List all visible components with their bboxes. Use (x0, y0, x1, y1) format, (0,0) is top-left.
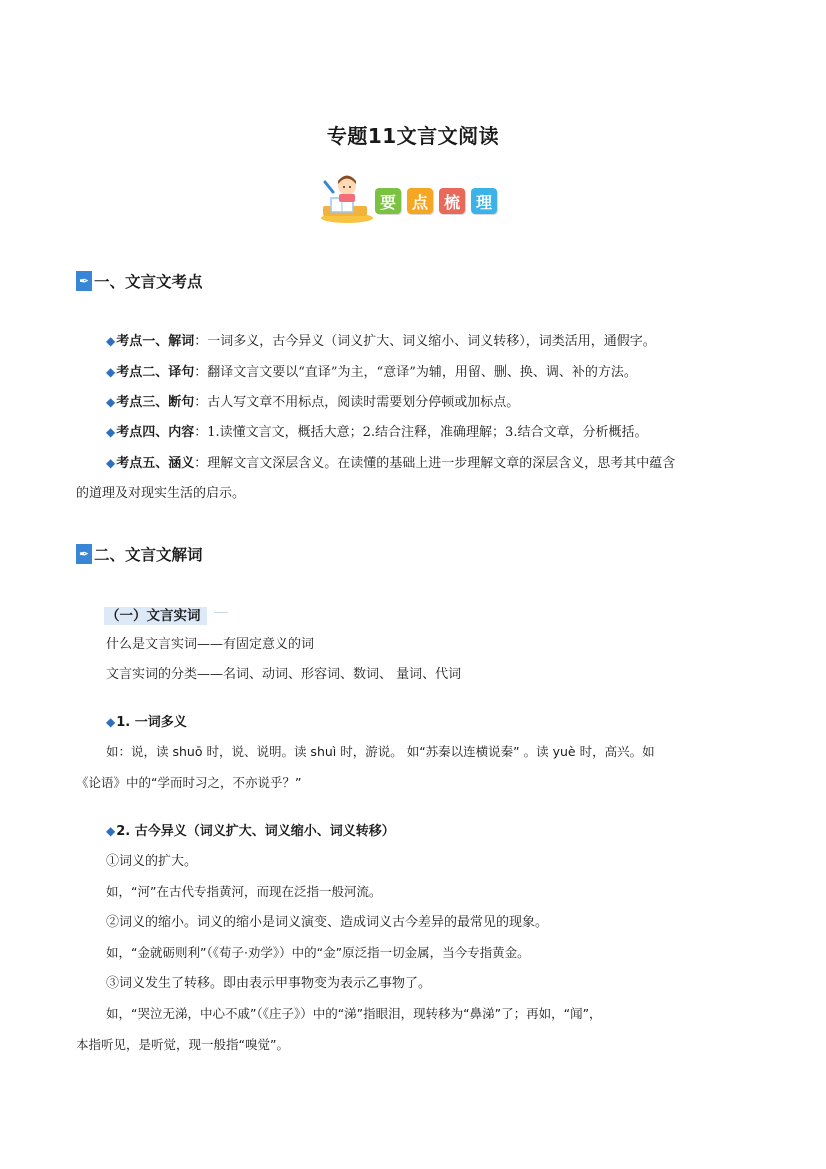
exam-point-1 (106, 331, 656, 352)
section-1-heading (76, 270, 203, 292)
exam-point-5-continued: 的道理及对现实生活的启示。 (76, 486, 246, 501)
exam-point-text: ：古人写文章不用标点，阅读时需要划分停顿或加标点。 (194, 395, 520, 410)
diamond-bullet-icon: ◆ (106, 715, 116, 729)
diamond-bullet-icon: ◆ (106, 365, 116, 379)
student-reading-icon (317, 172, 373, 224)
expansion-example: 如，“河”在古代专指黄河，而现在泛指一般河流。 (106, 884, 382, 899)
exam-point-label: 考点一、解词 (116, 334, 195, 349)
heading-polysemy: ◆1. 一词多义 (106, 715, 187, 730)
subsection-title: （一）文言实词 (104, 607, 207, 625)
definition-line: 什么是文言实词——有固定意义的词 (106, 637, 315, 652)
banner-char-2: 点 (407, 188, 433, 214)
exam-point-5 (106, 453, 675, 474)
narrowing-example: 如，“金就砺则利”（《荀子·劝学》）中的“金”原泛指一切金属，当今专指黄金。 (106, 945, 530, 960)
diamond-bullet-icon: ◆ (106, 824, 116, 838)
shift-example-1: 如，“哭泣无涕，中心不戚”（《庄子》）中的“涕”指眼泪，现转移为“鼻涕”了；再如，“闻”， (106, 1006, 602, 1021)
meaning-shift: ③词义发生了转移。即由表示甲事物变为表示乙事物了。 (106, 976, 432, 991)
meaning-narrowing: ②词义的缩小。词义的缩小是词义演变、造成词义古今差异的最常见的现象。 (106, 915, 549, 930)
banner-char-4: 理 (471, 188, 497, 214)
exam-point-label: 考点二、译句 (116, 365, 195, 380)
diamond-bullet-icon: ◆ (106, 425, 116, 439)
meaning-expansion: ①词义的扩大。 (106, 854, 198, 869)
key-points-banner (317, 172, 517, 224)
diamond-bullet-icon: ◆ (106, 395, 116, 409)
diamond-bullet-icon: ◆ (106, 334, 116, 348)
exam-point-4 (106, 422, 647, 443)
subsection-underline (214, 612, 228, 613)
polysemy-example-2: 《论语》中的“学而时习之，不亦说乎？” (76, 775, 302, 790)
heading-ancient-modern: ◆2. 古今异义（词义扩大、词义缩小、词义转移） (106, 824, 395, 839)
pen-icon: ✒ (76, 544, 92, 564)
exam-point-text: ：一词多义，古今异义（词义扩大、词义缩小、词义转移），词类活用，通假字。 (194, 334, 656, 349)
exam-point-2 (106, 362, 637, 383)
banner-char-3: 梳 (439, 188, 465, 214)
exam-point-text: ：理解文言文深层含义。在读懂的基础上进一步理解文章的深层含义，思考其中蕴含 (194, 456, 676, 471)
diamond-bullet-icon: ◆ (106, 456, 116, 470)
polysemy-example-1: 如：说，读 shuō 时，说、说明。读 shuì 时，游说。 如“苏秦以连横说秦” 。读 yuè 时，高兴。如 (106, 744, 655, 759)
exam-point-label: 考点五、涵义 (116, 456, 195, 471)
page-title: 专题11文言文阅读 (326, 124, 500, 148)
section-1-title: 一、文言文考点 (94, 273, 203, 291)
pen-icon: ✒ (76, 271, 92, 291)
exam-point-text: ：翻译文言文要以“直译”为主，“意译”为辅，用留、删、换、调、补的方法。 (194, 365, 637, 380)
subsection-heading (104, 604, 207, 624)
shift-example-2: 本指听见，是听觉，现一般指“嗅觉”。 (76, 1037, 289, 1052)
section-2-heading (76, 543, 203, 565)
exam-point-text: ：1.读懂文言文，概括大意；2.结合注释，准确理解；3.结合文章，分析概括。 (194, 425, 648, 440)
exam-point-label: 考点四、内容 (116, 425, 195, 440)
classification-line: 文言实词的分类——名词、动词、形容词、数词、 量词、代词 (106, 667, 462, 682)
section-2-title: 二、文言文解词 (94, 546, 203, 564)
exam-point-label: 考点三、断句 (116, 395, 195, 410)
exam-point-3 (106, 392, 519, 413)
banner-char-1: 要 (375, 188, 401, 214)
